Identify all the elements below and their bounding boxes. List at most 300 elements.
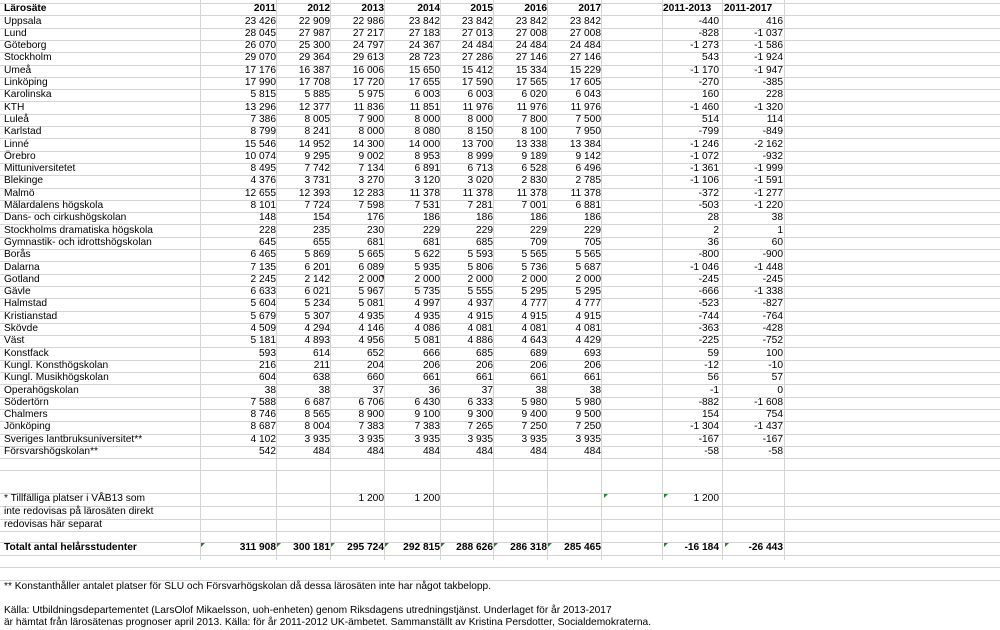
row-diff-2011-2017: -1 037 [754, 27, 783, 39]
row-value-2015: 5 593 [467, 249, 493, 261]
table-row [0, 311, 1000, 323]
row-value-2012: 484 [313, 446, 330, 457]
row-diff-2011-2013: -58 [704, 446, 719, 457]
row-value-2016: 17 565 [515, 77, 547, 88]
footnote-star-values [0, 493, 1000, 505]
table-row [0, 434, 1000, 446]
row-name: Halmstad [4, 298, 48, 310]
row-name: Gotland [4, 273, 40, 285]
row-diff-2011-2017: -1 586 [754, 40, 783, 52]
row-name: KTH [4, 101, 25, 113]
row-value-2015: 6 003 [467, 89, 493, 101]
row-name: Linköping [4, 77, 48, 88]
total-2017: 285 465 [564, 542, 601, 553]
row-value-2013: 37 [372, 384, 384, 396]
row-value-2016: 23 842 [515, 15, 547, 27]
row-value-2011: 26 070 [244, 40, 276, 52]
row-value-2011: 593 [259, 347, 276, 359]
row-value-2017: 5 687 [575, 261, 601, 273]
row-value-2015: 4 886 [467, 335, 493, 347]
row-value-2012: 9 295 [304, 150, 330, 162]
row-diff-2011-2017: -752 [762, 335, 783, 347]
row-value-2017: 27 146 [569, 52, 601, 64]
table-row [0, 126, 1000, 138]
row-value-2011: 6 633 [250, 286, 276, 298]
table-row [0, 237, 1000, 249]
footnote-star-2013: 1 200 [358, 493, 384, 504]
row-value-2014: 6 430 [414, 396, 440, 408]
row-value-2017: 4 429 [575, 335, 601, 347]
row-value-2017: 27 008 [569, 27, 601, 39]
table-row [0, 188, 1000, 200]
row-value-2013: 29 613 [352, 52, 384, 64]
row-value-2012: 154 [313, 212, 330, 224]
table-row [0, 397, 1000, 409]
row-value-2015: 661 [476, 372, 493, 384]
row-value-2016: 709 [530, 236, 547, 248]
row-diff-2011-2013: -225 [698, 335, 719, 347]
footnote-star-line-1: * Tillfälliga platser i VÅB13 som [4, 493, 145, 504]
row-name: Umeå [4, 64, 32, 76]
row-name: Linné [4, 138, 29, 150]
row-value-2013: 7 598 [358, 200, 384, 211]
row-value-2014: 6 891 [414, 163, 440, 175]
row-diff-2011-2017: -1 277 [754, 187, 783, 199]
row-value-2011: 8 687 [250, 421, 276, 433]
table-row [0, 16, 1000, 28]
row-name: Stockholms dramatiska högskola [4, 224, 153, 236]
table-row [0, 385, 1000, 397]
row-value-2013: 5 967 [358, 286, 384, 298]
row-value-2015: 5 806 [467, 261, 493, 273]
row-value-2016: 484 [530, 446, 547, 457]
row-value-2017: 23 842 [569, 15, 601, 27]
row-value-2015: 13 700 [461, 138, 493, 150]
row-value-2014: 484 [423, 446, 440, 457]
row-value-2017: 693 [584, 347, 601, 359]
table-row [0, 446, 1000, 458]
row-value-2012: 5 869 [304, 249, 330, 261]
row-diff-2011-2017: 57 [771, 372, 783, 384]
row-value-2014: 229 [423, 224, 440, 236]
row-value-2013: 5 081 [358, 298, 384, 310]
row-diff-2011-2013: -828 [698, 27, 719, 39]
note-double-star: ** Konstanthåller antalet platser för SLU och Försvarhögskolan då dessa lärosäten inte har något takbelopp. [4, 581, 492, 592]
row-name: Malmö [4, 187, 35, 199]
row-value-2017: 38 [589, 384, 601, 396]
row-value-2014: 681 [423, 236, 440, 248]
row-value-2014: 4 086 [414, 323, 440, 334]
row-value-2014: 7 531 [414, 200, 440, 211]
row-value-2011: 7 386 [250, 113, 276, 125]
note-source-line-2: är hämtat från lärosätenas prognoser april 2013. Källa: för år 2011-2012 UK-ämbetet. Sammanställt av Kristina Persdotter, Socialdemokraterna. [4, 617, 652, 628]
row-diff-2011-2013: -12 [704, 359, 719, 371]
row-diff-2011-2013: -882 [698, 396, 719, 408]
row-diff-2011-2013: -1 170 [690, 64, 719, 76]
table-row [0, 274, 1000, 286]
row-value-2011: 8 746 [250, 409, 276, 421]
row-value-2011: 542 [259, 446, 276, 457]
row-diff-2011-2013: -1 273 [690, 40, 719, 52]
row-value-2013: 230 [367, 224, 384, 236]
row-value-2015: 685 [476, 347, 493, 359]
row-value-2016: 7 001 [521, 200, 547, 211]
row-value-2011: 23 426 [244, 15, 276, 27]
row-value-2014: 206 [423, 359, 440, 371]
table-row [0, 225, 1000, 237]
row-value-2017: 11 976 [570, 101, 601, 113]
row-name: Skövde [4, 323, 38, 334]
row-value-2017: 9 500 [575, 409, 601, 421]
row-value-2011: 7 588 [250, 396, 276, 408]
header-year-2012: 2012 [307, 3, 330, 14]
row-value-2015: 17 590 [461, 77, 493, 88]
row-value-2015: 206 [476, 359, 493, 371]
row-value-2015: 15 412 [461, 64, 493, 76]
row-value-2012: 3 935 [304, 433, 330, 445]
table-row [0, 102, 1000, 114]
row-name: Jönköping [4, 421, 51, 433]
row-value-2014: 9 100 [414, 409, 440, 421]
table-row [0, 77, 1000, 89]
row-value-2015: 27 013 [461, 27, 493, 39]
row-name: Södertörn [4, 396, 49, 408]
row-value-2014: 2 000 [414, 273, 440, 285]
row-value-2011: 13 296 [244, 101, 276, 113]
row-value-2016: 38 [535, 384, 547, 396]
row-diff-2011-2013: -363 [698, 323, 719, 334]
row-value-2014: 36 [428, 384, 440, 396]
total-diff-2011-2017: -26 443 [748, 542, 783, 553]
row-value-2012: 5 885 [304, 89, 330, 101]
row-value-2012: 8 565 [304, 409, 330, 421]
row-value-2015: 2 000 [467, 273, 493, 285]
row-diff-2011-2017: -167 [762, 433, 783, 445]
grid-row-line [0, 555, 1000, 556]
row-diff-2011-2017: -1 947 [754, 64, 783, 76]
row-diff-2011-2017: 416 [766, 15, 783, 27]
row-value-2016: 661 [530, 372, 547, 384]
row-value-2011: 15 546 [244, 138, 276, 150]
row-value-2013: 204 [367, 359, 384, 371]
header-year-2011: 2011 [253, 3, 276, 14]
total-2011: 311 908 [239, 542, 276, 553]
row-value-2017: 4 777 [575, 298, 601, 310]
row-value-2017: 7 250 [575, 421, 601, 433]
row-value-2016: 4 777 [521, 298, 547, 310]
row-value-2015: 8 150 [467, 126, 493, 138]
row-diff-2011-2017: 38 [771, 212, 783, 224]
table-row [0, 163, 1000, 175]
table-row [0, 360, 1000, 372]
row-value-2013: 8 900 [358, 409, 384, 421]
row-value-2014: 11 378 [409, 187, 440, 199]
grid-row-line [0, 470, 1000, 471]
row-value-2014: 6 003 [414, 89, 440, 101]
row-value-2014: 3 935 [414, 433, 440, 445]
row-value-2017: 5 295 [575, 286, 601, 298]
row-value-2015: 7 265 [467, 421, 493, 433]
row-value-2015: 11 378 [462, 187, 493, 199]
table-row [0, 323, 1000, 335]
row-diff-2011-2013: -1 304 [690, 421, 719, 433]
footnote-star-diff: 1 200 [693, 493, 719, 504]
header-year-2014: 2014 [417, 3, 440, 14]
row-name: Uppsala [4, 15, 42, 27]
row-value-2014: 8 000 [414, 113, 440, 125]
row-value-2014: 8 080 [414, 126, 440, 138]
row-diff-2011-2013: -270 [698, 77, 719, 88]
row-diff-2011-2013: 514 [702, 113, 719, 125]
row-value-2013: 4 935 [358, 310, 384, 322]
row-value-2012: 6 201 [304, 261, 330, 273]
row-value-2015: 484 [476, 446, 493, 457]
row-value-2015: 11 976 [462, 101, 493, 113]
row-value-2017: 24 484 [569, 40, 601, 52]
row-value-2012: 12 377 [298, 101, 330, 113]
row-name: Lund [4, 27, 27, 39]
total-diff-2011-2013: -16 184 [684, 542, 719, 553]
row-value-2011: 216 [259, 359, 276, 371]
row-value-2011: 29 070 [244, 52, 276, 64]
row-value-2013: 22 986 [352, 15, 384, 27]
row-name: Karolinska [4, 89, 52, 101]
row-value-2012: 638 [313, 372, 330, 384]
row-diff-2011-2017: -827 [762, 298, 783, 310]
row-value-2014: 17 655 [408, 77, 440, 88]
table-row [0, 348, 1000, 360]
row-value-2016: 24 484 [515, 40, 547, 52]
row-value-2012: 6 021 [304, 286, 330, 298]
row-name: Borås [4, 249, 31, 261]
row-name: Blekinge [4, 175, 44, 187]
row-diff-2011-2017: -1 608 [754, 396, 783, 408]
row-diff-2011-2017: -849 [762, 126, 783, 138]
row-name: Kristianstad [4, 310, 58, 322]
row-value-2012: 4 893 [304, 335, 330, 347]
table-row [0, 151, 1000, 163]
row-value-2016: 27 146 [515, 52, 547, 64]
total-2012: 300 181 [293, 542, 330, 553]
table-row [0, 372, 1000, 384]
row-name: Gymnastik- och idrottshögskolan [4, 236, 152, 248]
row-value-2015: 6 713 [467, 163, 493, 175]
row-value-2014: 15 650 [408, 64, 440, 76]
row-diff-2011-2017: 114 [766, 113, 783, 125]
row-diff-2011-2017: 0 [777, 384, 783, 396]
row-value-2016: 7 800 [521, 113, 547, 125]
row-diff-2011-2017: -1 220 [754, 200, 783, 211]
row-name: Konstfack [4, 347, 49, 359]
row-diff-2011-2017: 1 [777, 224, 783, 236]
row-diff-2011-2013: -1 460 [690, 101, 719, 113]
row-diff-2011-2013: 59 [707, 347, 719, 359]
row-diff-2011-2017: -1 591 [754, 175, 783, 187]
row-value-2011: 8 101 [250, 200, 276, 211]
table-row [0, 89, 1000, 101]
row-value-2015: 7 281 [467, 200, 493, 211]
row-value-2012: 3 731 [304, 175, 330, 187]
row-value-2014: 186 [423, 212, 440, 224]
row-value-2016: 4 081 [521, 323, 547, 334]
row-value-2016: 8 100 [521, 126, 547, 138]
header-diff-2011-2013: 2011-2013 [663, 3, 712, 14]
row-value-2012: 8 005 [304, 113, 330, 125]
row-value-2017: 11 378 [570, 187, 601, 199]
row-value-2014: 4 935 [414, 310, 440, 322]
row-value-2012: 5 307 [304, 310, 330, 322]
row-value-2013: 7 134 [358, 163, 384, 175]
row-value-2015: 23 842 [461, 15, 493, 27]
row-value-2012: 655 [313, 236, 330, 248]
row-value-2015: 24 484 [461, 40, 493, 52]
row-value-2011: 8 495 [250, 163, 276, 175]
row-value-2017: 206 [584, 359, 601, 371]
row-diff-2011-2013: -800 [698, 249, 719, 261]
header-year-2015: 2015 [470, 3, 493, 14]
row-value-2013: 17 720 [352, 77, 384, 88]
row-value-2012: 8 241 [304, 126, 330, 138]
row-value-2011: 645 [259, 236, 276, 248]
row-diff-2011-2017: -245 [762, 273, 783, 285]
row-diff-2011-2017: -1 338 [754, 286, 783, 298]
row-diff-2011-2017: -1 437 [754, 421, 783, 433]
row-value-2011: 148 [259, 212, 276, 224]
row-diff-2011-2013: -799 [698, 126, 719, 138]
row-value-2011: 5 815 [250, 89, 276, 101]
row-value-2011: 4 509 [250, 323, 276, 334]
row-value-2011: 12 655 [244, 187, 276, 199]
table-row [0, 114, 1000, 126]
row-name: Chalmers [4, 409, 48, 421]
row-value-2014: 7 383 [414, 421, 440, 433]
row-value-2014: 5 081 [414, 335, 440, 347]
row-name: Kungl. Konsthögskolan [4, 359, 109, 371]
row-value-2014: 23 842 [408, 15, 440, 27]
row-value-2016: 15 334 [515, 64, 547, 76]
row-value-2012: 27 987 [298, 27, 330, 39]
row-diff-2011-2013: -167 [698, 433, 719, 445]
row-value-2017: 17 605 [569, 77, 601, 88]
row-value-2017: 7 950 [575, 126, 601, 138]
row-diff-2011-2013: 36 [707, 236, 719, 248]
row-value-2016: 6 020 [521, 89, 547, 101]
row-value-2014: 3 120 [414, 175, 440, 187]
row-value-2017: 5 565 [575, 249, 601, 261]
row-value-2015: 8 999 [467, 150, 493, 162]
total-2013: 295 724 [347, 542, 384, 553]
row-value-2016: 5 565 [521, 249, 547, 261]
row-value-2015: 37 [481, 384, 493, 396]
row-value-2013: 6 089 [358, 261, 384, 273]
row-value-2013: 12 283 [352, 187, 384, 199]
row-diff-2011-2017: 100 [766, 347, 783, 359]
row-value-2011: 38 [264, 384, 276, 396]
row-value-2017: 6 881 [575, 200, 601, 211]
row-value-2015: 8 000 [467, 113, 493, 125]
row-value-2011: 4 102 [250, 433, 276, 445]
row-diff-2011-2013: -666 [698, 286, 719, 298]
row-value-2012: 614 [313, 347, 330, 359]
row-value-2015: 9 300 [467, 409, 493, 421]
row-diff-2011-2017: 754 [766, 409, 783, 421]
table-row [0, 139, 1000, 151]
row-value-2016: 4 915 [521, 310, 547, 322]
row-value-2012: 7 742 [304, 163, 330, 175]
row-value-2012: 5 234 [304, 298, 330, 310]
row-value-2011: 5 181 [250, 335, 276, 347]
row-value-2017: 15 229 [569, 64, 601, 76]
row-value-2011: 7 135 [250, 261, 276, 273]
row-diff-2011-2013: 154 [702, 409, 719, 421]
table-row [0, 40, 1000, 52]
row-value-2016: 27 008 [515, 27, 547, 39]
row-value-2017: 9 142 [575, 150, 601, 162]
row-value-2012: 4 294 [304, 323, 330, 334]
table-row [0, 249, 1000, 261]
table-row [0, 335, 1000, 347]
row-name: Mittuniversitetet [4, 163, 76, 175]
row-diff-2011-2017: -932 [762, 150, 783, 162]
row-value-2016: 206 [530, 359, 547, 371]
total-2014: 292 815 [403, 542, 440, 553]
table-row [0, 200, 1000, 212]
row-value-2011: 604 [259, 372, 276, 384]
row-name: Göteborg [4, 40, 47, 52]
row-value-2014: 5 735 [414, 286, 440, 298]
row-diff-2011-2013: -523 [698, 298, 719, 310]
row-value-2013: 681 [367, 236, 384, 248]
row-value-2017: 4 081 [575, 323, 601, 334]
row-value-2015: 4 937 [467, 298, 493, 310]
row-name: Dalarna [4, 261, 40, 273]
row-value-2017: 6 043 [575, 89, 601, 101]
table-row [0, 175, 1000, 187]
header-year-2017: 2017 [578, 3, 601, 14]
row-name: Operahögskolan [4, 384, 79, 396]
row-value-2014: 666 [423, 347, 440, 359]
row-value-2012: 211 [313, 359, 330, 371]
row-value-2014: 11 851 [409, 101, 440, 113]
row-value-2017: 13 384 [569, 138, 601, 150]
row-value-2016: 186 [530, 212, 547, 224]
row-value-2017: 5 980 [575, 396, 601, 408]
row-value-2017: 4 915 [575, 310, 601, 322]
row-name: Karlstad [4, 126, 42, 138]
row-diff-2011-2017: -764 [762, 310, 783, 322]
note-source-line-1: Källa: Utbildningsdepartementet (LarsOlof Mikaelsson, uoh-enheten) genom Riksdagens utredningstjänst. Underlaget för år 2013-2017 [4, 605, 612, 616]
row-name: Väst [4, 335, 25, 347]
grid-row-line [0, 531, 1000, 532]
row-diff-2011-2017: -1 448 [754, 261, 783, 273]
row-value-2016: 5 980 [521, 396, 547, 408]
row-value-2012: 25 300 [298, 40, 330, 52]
row-value-2013: 5 975 [358, 89, 384, 101]
row-value-2016: 2 000 [521, 273, 547, 285]
row-value-2014: 24 367 [408, 40, 440, 52]
row-value-2017: 186 [584, 212, 601, 224]
row-value-2012: 6 687 [304, 396, 330, 408]
row-name: Stockholm [4, 52, 52, 64]
row-name: Gävle [4, 286, 31, 298]
row-value-2016: 3 935 [521, 433, 547, 445]
row-value-2013: 14 300 [352, 138, 384, 150]
total-row [0, 542, 1000, 554]
row-value-2015: 4 081 [467, 323, 493, 334]
row-value-2011: 4 376 [250, 175, 276, 187]
row-value-2012: 14 952 [298, 138, 330, 150]
row-value-2013: 9 002 [358, 150, 384, 162]
